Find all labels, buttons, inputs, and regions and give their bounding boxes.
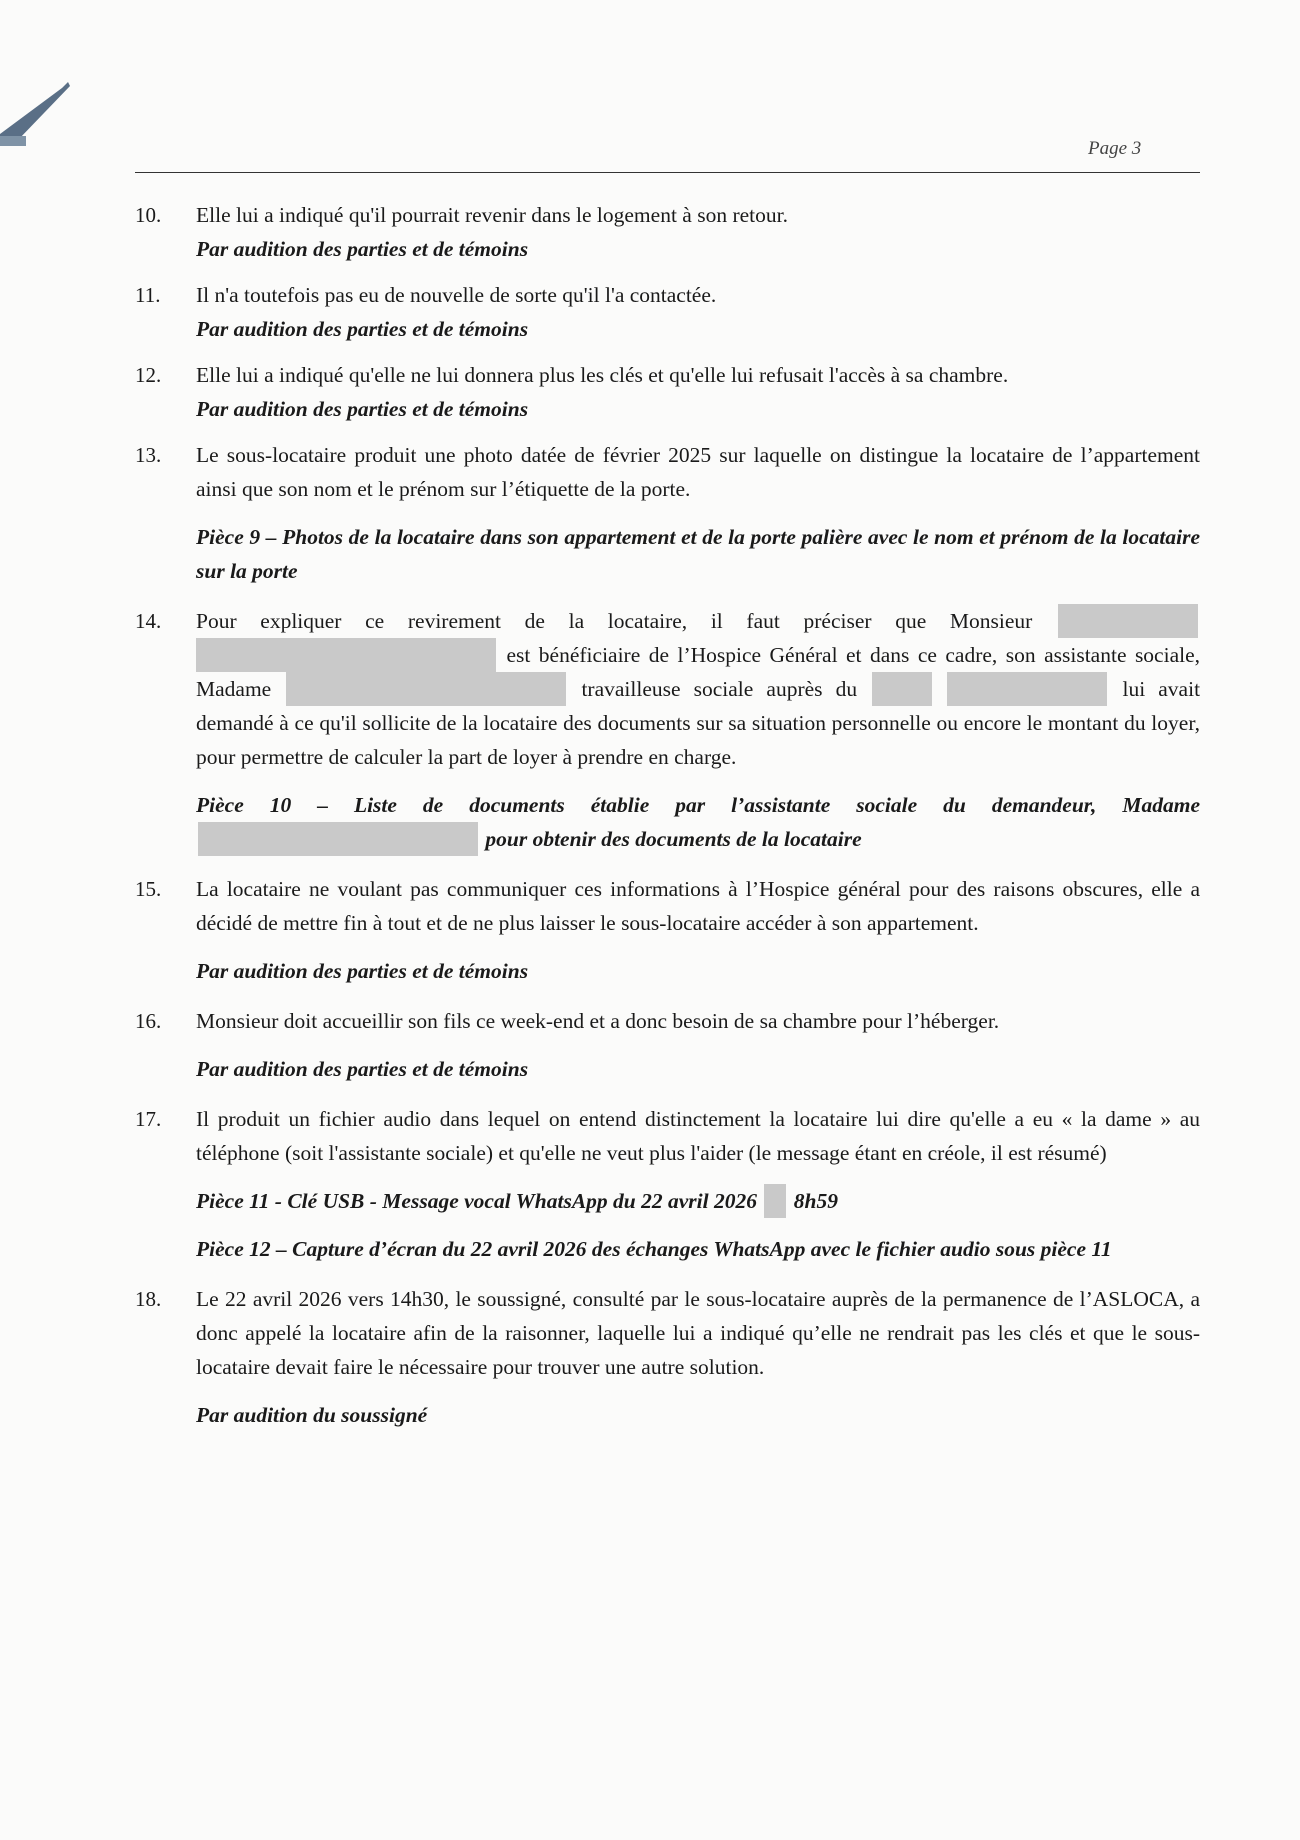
paragraph-number: 14. [135,609,162,633]
evidence-reference: Par audition du soussigné [196,1403,428,1427]
text-segment: travailleuse sociale auprès du [581,677,858,701]
text-segment: Pièce 11 - Clé USB - Message vocal WhatsApp du 22 avril 2026 [196,1189,757,1213]
paragraph-number: 11. [135,283,161,307]
paragraph-number: 13. [135,443,162,467]
evidence-reference [196,788,1200,856]
paragraph-text: Elle lui a indiqué qu'elle ne lui donnera plus les clés et qu'elle lui refusait l'accès à sa chambre. [196,363,1009,387]
paragraph-number: 10. [135,203,162,227]
paragraph-number: 15. [135,877,162,901]
evidence-reference: Par audition des parties et de témoins [196,1057,529,1081]
page-number: Page 3 [1088,138,1142,159]
text-segment: lui avait demandé à ce qu'il sollicite de la locataire des documents sur sa situation personnelle ou encore le montant du loyer, pour permettre de calculer la part de loyer à prendre en charge. [196,677,1201,769]
scan-corner-mark [0,78,80,148]
paragraph-number: 18. [135,1287,162,1311]
paragraph-text: Elle lui a indiqué qu'il pourrait revenir dans le logement à son retour. [196,203,788,227]
redaction-box [872,672,932,706]
evidence-reference: Pièce 9 – Photos de la locataire dans son appartement et de la porte palière avec le nom et prénom de la locataire sur la porte [196,525,1200,583]
paragraph-text: Monsieur doit accueillir son fils ce week-end et a donc besoin de sa chambre pour l’héberger. [196,1009,1000,1033]
text-segment: Pour expliquer ce revirement de la locataire, il faut préciser que Monsieur [196,609,1033,633]
paragraph-number: 12. [135,363,162,387]
evidence-reference [196,1184,1200,1218]
redaction-box [947,672,1107,706]
text-segment: pour obtenir des documents de la locataire [485,827,862,851]
text-segment: 8h59 [793,1189,838,1213]
numbered-paragraph-16 [135,1004,1200,1086]
text-segment: est bénéficiaire de l’Hospice Général et dans ce cadre, son assistante sociale, Madame [196,643,1201,701]
redaction-box [764,1184,786,1218]
text-segment: Pièce 10 – Liste de documents établie par l’assistante sociale du demandeur, Madame [196,793,1200,817]
redaction-box [1058,604,1198,638]
paragraph-number: 16. [135,1009,162,1033]
document-body [135,198,1200,1432]
numbered-paragraph-14 [135,604,1200,856]
numbered-paragraph-18 [135,1282,1200,1432]
evidence-reference: Par audition des parties et de témoins [196,397,529,421]
evidence-reference: Par audition des parties et de témoins [196,317,529,341]
redaction-box [196,638,496,672]
evidence-reference: Par audition des parties et de témoins [196,237,529,261]
numbered-paragraph-15 [135,872,1200,988]
numbered-paragraph-10 [135,198,1200,266]
numbered-paragraph-12 [135,358,1200,426]
paragraph-text: Le sous-locataire produit une photo datée de février 2025 sur laquelle on distingue la locataire de l’appartement ainsi que son nom et le prénom sur l’étiquette de la porte. [196,443,1200,501]
numbered-paragraph-17 [135,1102,1200,1266]
paragraph-text: Le 22 avril 2026 vers 14h30, le soussigné, consulté par le sous-locataire auprès de la permanence de l’ASLOCA, a donc appelé la locataire afin de la raisonner, laquelle lui a indiqué qu’elle ne rendrait pas les clés et que le sous-locataire devait faire le nécessaire pour trouver une autre solution. [196,1287,1200,1379]
paragraph-text [196,604,1200,774]
redaction-box [286,672,566,706]
paragraph-text: La locataire ne voulant pas communiquer ces informations à l’Hospice général pour des raisons obscures, elle a décidé de mettre fin à tout et de ne plus laisser le sous-locataire accéder à son appartement. [196,877,1200,935]
paragraph-text: Il n'a toutefois pas eu de nouvelle de sorte qu'il l'a contactée. [196,283,717,307]
paragraph-number: 17. [135,1107,162,1131]
numbered-paragraph-13 [135,438,1200,588]
header-rule [135,172,1200,173]
evidence-reference: Pièce 12 – Capture d’écran du 22 avril 2026 des échanges WhatsApp avec le fichier audio sous pièce 11 [196,1237,1112,1261]
evidence-reference: Par audition des parties et de témoins [196,959,529,983]
paragraph-text: Il produit un fichier audio dans lequel on entend distinctement la locataire lui dire qu'elle a eu « la dame » au téléphone (soit l'assistante sociale) et qu'elle ne veut plus l'aider (le message étant en créole, il est résumé) [196,1107,1200,1165]
redaction-box [198,822,478,856]
numbered-paragraph-11 [135,278,1200,346]
